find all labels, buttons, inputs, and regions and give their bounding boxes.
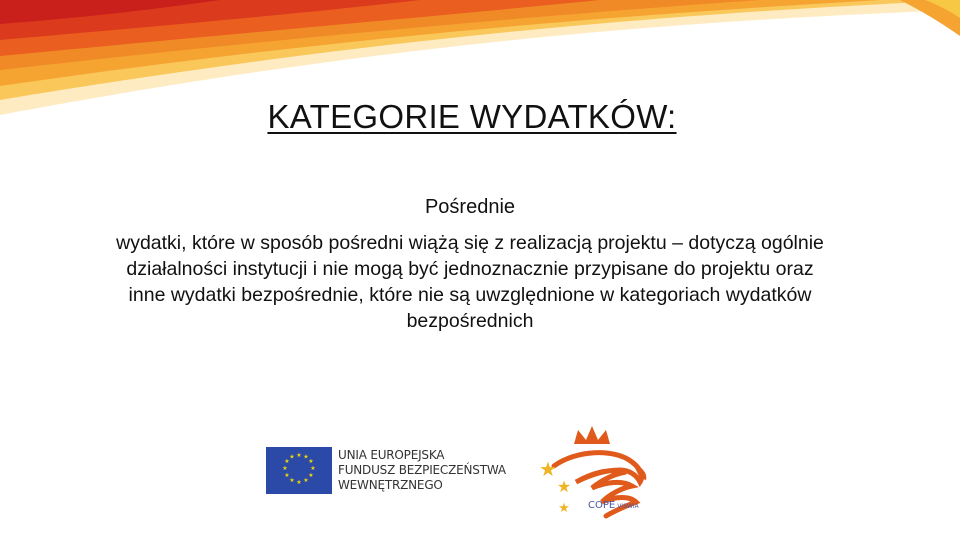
svg-text:★: ★ [539,457,557,481]
svg-text:★: ★ [308,458,314,465]
cope-logo-label [588,500,639,511]
svg-text:★: ★ [289,453,295,461]
body-line: wydatki, które w sposób pośredni wiążą się z realizacją projektu – dotyczą ogólnie [116,232,824,254]
svg-text:★: ★ [282,465,288,472]
svg-text:★: ★ [310,465,316,472]
eu-fund-text [338,448,506,493]
svg-text:★: ★ [284,458,290,465]
cope-name: COPE [588,500,616,511]
eu-fund-logo [266,447,506,494]
cope-suffix: VISWIA [617,503,639,510]
svg-text:★: ★ [296,452,302,459]
body-line: bezpośrednich [406,310,534,332]
svg-text:★: ★ [558,501,570,516]
svg-text:★: ★ [303,453,309,461]
svg-text:★: ★ [308,472,314,479]
slide-subtitle: Pośrednie [424,196,516,218]
body-line: inne wydatki bezpośrednie, które nie są uwzględnione w kategoriach wydatków [128,284,812,306]
svg-text:★: ★ [556,477,572,496]
body-line: działalności instytucji i nie mogą być jednoznacznie przypisane do projektu oraz [126,258,814,280]
eu-fund-line: FUNDUSZ BEZPIECZEŃSTWA [338,463,506,477]
slide-title: KATEGORIE WYDATKÓW: [267,98,677,135]
svg-text:★: ★ [303,477,309,484]
eu-fund-line: UNIA EUROPEJSKA [338,448,445,462]
svg-text:★: ★ [289,477,295,484]
eu-flag-icon [266,447,332,494]
eu-fund-line: WEWNĘTRZNEGO [338,478,443,492]
svg-text:★: ★ [284,472,290,479]
slide-body [60,230,880,334]
svg-text:★: ★ [296,479,302,486]
